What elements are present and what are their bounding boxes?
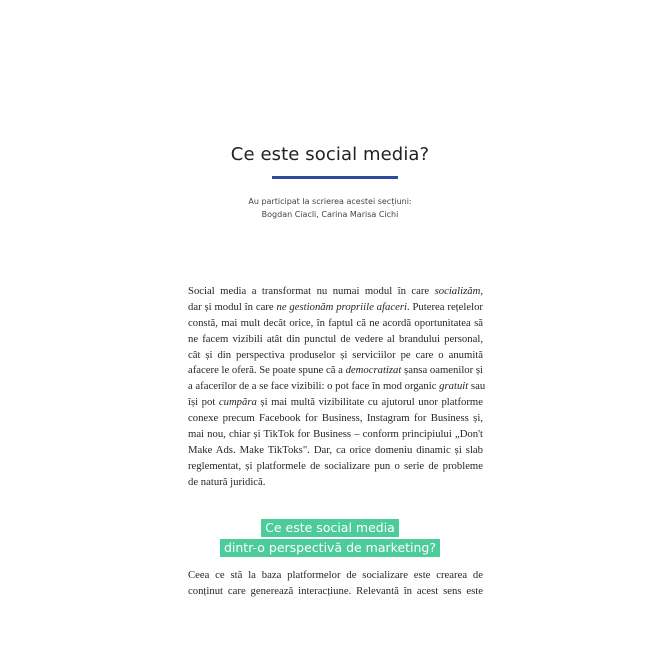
text-span: își pot xyxy=(188,396,219,409)
text-line: reglementat, și platformele de socializare pun o serie de probleme xyxy=(188,459,483,472)
emphasis: gratuit xyxy=(439,380,469,393)
contributors-note xyxy=(0,195,660,221)
page-title: Ce este social media? xyxy=(230,144,430,165)
text-span: , xyxy=(480,285,483,297)
text-span: afacere le oferă. Se poate spune că a xyxy=(188,364,346,377)
paragraph-intro xyxy=(188,284,486,491)
text-line: ne facem vizibili atât din punctul de vedere al brandului personal, xyxy=(188,332,483,345)
text-span: sau xyxy=(468,380,486,393)
text-span: șansa oamenilor și xyxy=(401,364,484,377)
text-line: constă, mai mult decât orice, în faptul că ne acordă oportunitatea să xyxy=(188,316,483,329)
section-heading-line: dintr-o perspectivă de marketing? xyxy=(220,539,440,557)
emphasis: democratizat xyxy=(345,364,402,377)
section-heading-line: Ce este social media xyxy=(261,519,399,537)
text-line: mai nou, chiar și TikTok for Business – conform principiului „Don't xyxy=(188,428,483,441)
text-line xyxy=(188,363,483,379)
section-heading xyxy=(0,518,660,558)
contributors-names: Bogdan Ciacli, Carina Marisa Cichi xyxy=(261,210,399,219)
text-line xyxy=(188,395,483,411)
text-line: Make Ads. Make TikToks". Dar, ca orice domeniu dinamic și slab xyxy=(188,443,483,456)
text-span: a afacerilor de a se face vizibili: o pot face în mod organic xyxy=(188,380,440,393)
text-line: conținut care generează interacțiune. Relevantă în acest sens este xyxy=(188,584,483,597)
emphasis: cumpăra xyxy=(218,396,257,409)
text-line xyxy=(188,284,483,300)
text-line xyxy=(188,300,483,316)
text-span: Social media a transformat nu numai modul în care xyxy=(188,285,435,297)
paragraph-marketing xyxy=(188,568,483,600)
emphasis: ne gestionăm propriile afaceri xyxy=(276,300,407,313)
text-span: și mai multă vizibilitate cu ajutorul unor platforme xyxy=(256,396,483,409)
text-line: conexe precum Facebook for Business, Instagram for Business și, xyxy=(188,412,483,425)
text-line: cât și din perspectiva produselor și serviciilor pe care o anumită xyxy=(188,348,483,361)
text-span: dar și modul în care xyxy=(188,300,277,313)
text-line xyxy=(188,379,486,395)
text-line: Ceea ce stă la baza platformelor de socializare este crearea de xyxy=(188,569,483,581)
text-span: . Puterea rețelelor xyxy=(406,300,483,313)
emphasis: socializăm xyxy=(434,285,481,297)
title-underline xyxy=(272,176,398,179)
text-line: de natură juridică. xyxy=(188,475,266,488)
contributors-intro: Au participat la scrierea acestei secțiuni: xyxy=(248,197,412,206)
